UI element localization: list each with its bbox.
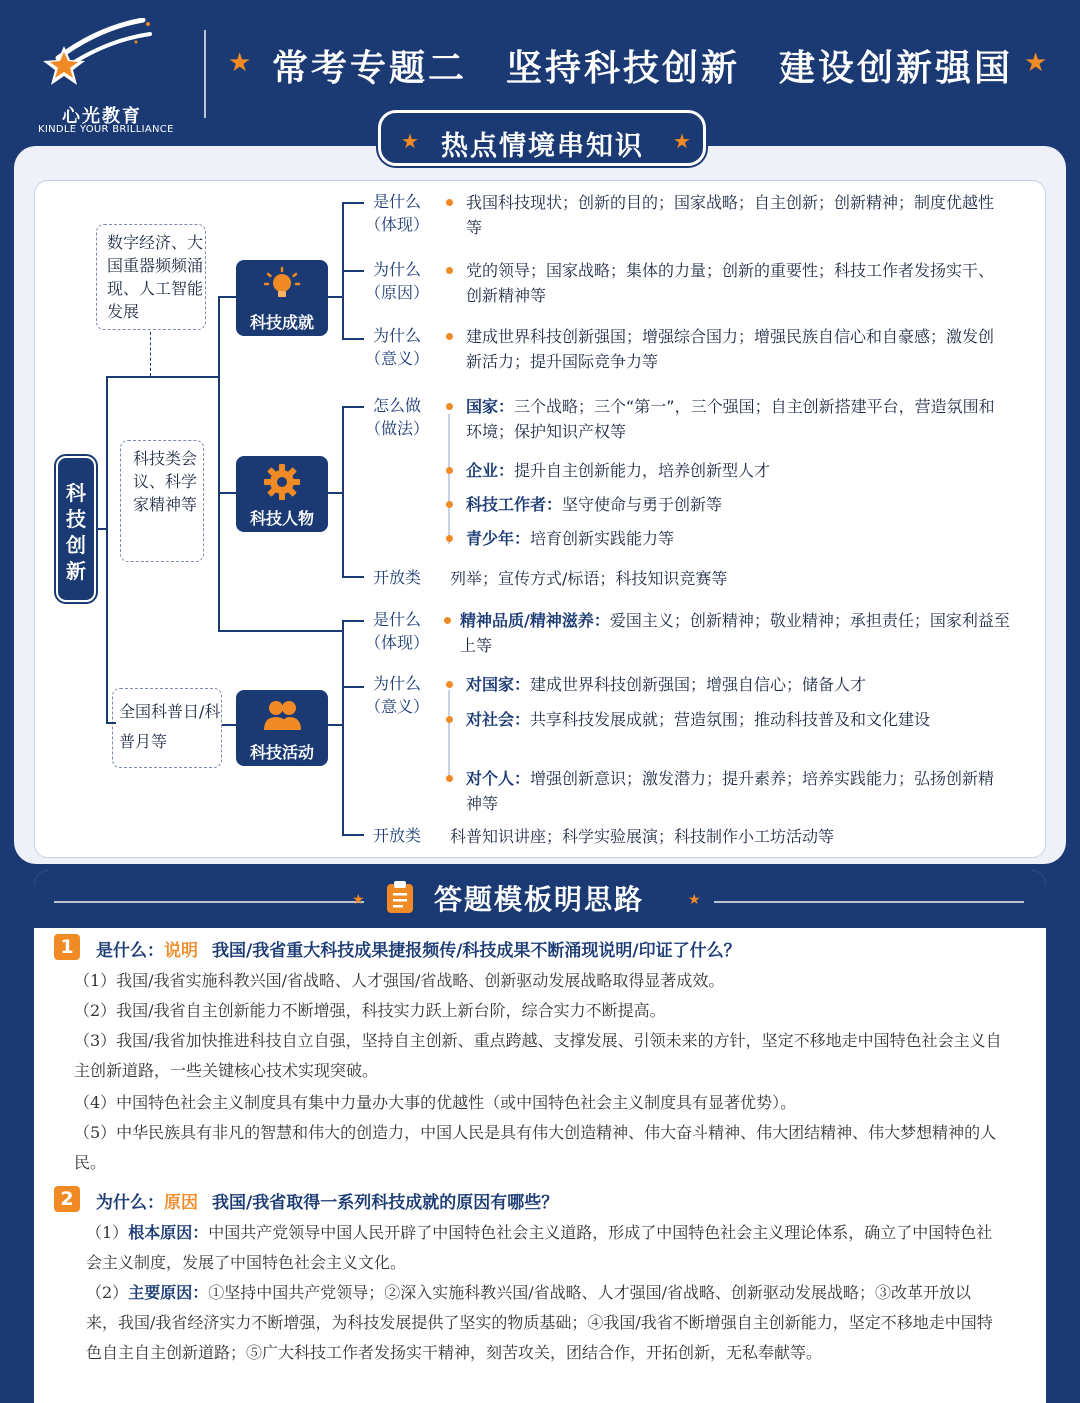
branch-content (466, 526, 1006, 551)
item-label: 企业： (466, 461, 515, 480)
branch-label-why (362, 258, 432, 304)
question-type: 是什么： (96, 941, 164, 961)
connector (326, 724, 342, 726)
connector (218, 492, 236, 494)
category-label: 科技成就 (249, 313, 314, 332)
branch-q-sub: （体现） (364, 215, 429, 234)
item-label: 对个人： (466, 769, 531, 788)
star-icon: ★ (1024, 48, 1048, 78)
answer-item: （4）中国特色社会主义制度具有集中力量办大事的优越性（或中国特色社会主义制度具有显著优势）。 (74, 1093, 797, 1112)
branch-content (466, 766, 1006, 816)
connector (218, 296, 236, 298)
branch-q-sub: （原因） (364, 283, 429, 302)
answer-item: （5）中华民族具有非凡的智慧和伟大的创造力，中国人民是具有伟大创造精神、伟大奋斗精神、伟大团结精神、伟大梦想精神的人民。 (74, 1123, 997, 1172)
root-label: 科技创新 (66, 481, 86, 583)
bullet-icon (446, 501, 453, 508)
connector (342, 406, 344, 578)
item-label: 对社会： (466, 710, 531, 729)
bullet-icon (446, 716, 453, 723)
category-people (236, 456, 328, 532)
question-tag: 原因 (164, 1193, 198, 1213)
branch-q-sub: （做法） (364, 419, 429, 438)
item-text: 坚守使命与勇于创新等 (562, 495, 723, 514)
branch-label-open: 开放类 (372, 826, 421, 845)
branch-content (466, 672, 1006, 697)
branch-label-what (362, 190, 432, 236)
answer-label: 根本原因： (128, 1223, 209, 1242)
answer-template-header (34, 870, 1046, 928)
branch-content (460, 608, 1016, 658)
connector (342, 406, 364, 408)
context-box-people: 科技类会议、科学家精神等 (120, 440, 204, 562)
item-label: 精神品质/精神滋养： (460, 611, 610, 630)
question-tag: 说明 (164, 941, 198, 961)
branch-q: 为什么 (372, 326, 421, 345)
connector (448, 414, 450, 544)
answer-text: 中国共产党领导中国人民开辟了中国特色社会主义道路，形成了中国特色社会主义理论体系，确立了中国特色社会主义制度，发展了中国特色社会主义文化。 (86, 1223, 993, 1272)
branch-q-sub: （意义） (364, 697, 429, 716)
bullet-icon (446, 535, 453, 542)
star-icon: ★ (228, 48, 252, 78)
connector (222, 724, 236, 726)
question-heading (96, 1188, 558, 1213)
root-node (56, 456, 96, 602)
brand-slogan: KINDLE YOUR BRILLIANCE (38, 124, 174, 135)
section-title: 热点情境串知识 (441, 131, 644, 162)
connector (218, 296, 220, 632)
item-text: 建成世界科技创新强国；增强自信心；储备人才 (530, 675, 867, 694)
connector (342, 620, 344, 836)
item-label: 科技工作者： (466, 495, 563, 514)
connector (342, 834, 364, 836)
star-icon: ★ (352, 892, 365, 908)
context-box-achievement: 数字经济、大国重器频频涌现、人工智能发展 (96, 224, 206, 330)
answer-item: （1）我国/我省实施科教兴国/省战略、人才强国/省战略、创新驱动发展战略取得显著成效。 (74, 971, 725, 990)
star-icon: ★ (688, 892, 701, 908)
connector (342, 620, 364, 622)
connector (326, 296, 342, 298)
branch-label-open: 开放类 (372, 568, 421, 587)
branch-content (466, 492, 1006, 517)
bullet-icon (446, 199, 453, 206)
bullet-icon (446, 403, 453, 410)
branch-content: 建成世界科技创新强国；增强综合国力；增强民族自信心和自豪感；激发创新活力；提升国际竞争力等 (466, 327, 995, 371)
connector (326, 492, 342, 494)
category-achievement (236, 260, 328, 336)
answer-item: （2）我国/我省自主创新能力不断增强，科技实力跃上新台阶，综合实力不断提高。 (74, 1001, 666, 1020)
connector (342, 270, 364, 272)
branch-content: 科普知识讲座；科学实验展演；科技制作小工坊活动等 (450, 827, 835, 846)
branch-content (466, 707, 1006, 732)
answer-item: （1）根本原因：中国共产党领导中国人民开辟了中国特色社会主义道路，形成了中国特色社会主义理论体系，确立了中国特色社会主义制度，发展了中国特色社会主义文化。 (86, 1223, 993, 1272)
star-icon: ★ (401, 129, 419, 153)
item-text: 提升自主创新能力，培养创新型人才 (514, 461, 771, 480)
branch-content: 我国科技现状；创新的目的；国家战略；自主创新；创新精神；制度优越性等 (466, 193, 995, 237)
brand-logo (30, 18, 180, 138)
branch-q-sub: （意义） (364, 349, 429, 368)
context-box-activity: 全国科普日/科普月等 (112, 688, 222, 768)
connector (218, 630, 342, 632)
branch-content: 党的领导；国家战略；集体的力量；创新的重要性；科技工作者发扬实干、创新精神等 (466, 261, 995, 305)
star-icon: ★ (673, 129, 691, 153)
branch-q-sub: （体现） (364, 633, 429, 652)
branch-label-what (362, 608, 432, 654)
connector (342, 202, 364, 204)
question-heading (96, 936, 741, 961)
answer-label: 主要原因： (128, 1283, 209, 1302)
bullet-icon (444, 617, 451, 624)
answer-text: ①坚持中国共产党领导；②深入实施科教兴国/省战略、人才强国/省战略、创新驱动发展战略；③改革开放以来，我国/我省经济实力不断增强，为科技发展提供了坚实的物质基础；④我国/我省不断增强自主创新能力，坚定不移地走中国特色自主自主创新道路；⑤广大科技工作者发扬实干精神，刻苦攻关，团结合作，开拓创新，无私奉献等。 (86, 1283, 993, 1362)
item-text: 共享科技发展成就；营造氛围；推动科技普及和文化建设 (530, 710, 931, 729)
branch-label-how (362, 394, 432, 440)
question-type: 为什么： (96, 1193, 164, 1213)
item-text: 三个战略；三个“第一”，三个强国；自主创新搭建平台，营造氛围和环境；保护知识产权等 (466, 397, 995, 441)
bullet-icon (446, 681, 453, 688)
shooting-star-icon (38, 18, 158, 98)
item-label: 国家： (466, 397, 515, 416)
connector (342, 686, 364, 688)
answer-item: （3）我国/我省加快推进科技自立自强，坚持自主创新、重点跨越、支撑发展、引领未来的方针，坚定不移地走中国特色社会主义自主创新道路，一些关键核心技术实现突破。 (74, 1031, 1002, 1080)
item-text: 培育创新实践能力等 (530, 529, 675, 548)
header-rule (54, 901, 364, 903)
gear-icon (262, 462, 302, 502)
branch-label-why-meaning (362, 324, 432, 370)
branch-q: 是什么 (372, 192, 421, 211)
bullet-icon (446, 775, 453, 782)
clipboard-icon (386, 880, 414, 914)
branch-label-why (362, 672, 432, 718)
lightbulb-icon (262, 266, 302, 306)
answer-item: （2）主要原因：①坚持中国共产党领导；②深入实施科教兴国/省战略、人才强国/省战略、创新驱动发展战略；③改革开放以来，我国/我省经济实力不断增强，为科技发展提供了坚实的物质基础；④我国/我省不断增强自主创新能力，坚定不移地走中国特色自主自主创新道路；⑤广大科技工作者发扬实干精神，刻苦攻关，团结合作，开拓创新，无私奉献等。 (86, 1283, 993, 1362)
header-divider (204, 30, 206, 118)
connector (448, 690, 450, 780)
item-text: 爱国主义；创新精神；敬业精神；承担责任；国家利益至上等 (460, 611, 1010, 655)
header-rule (714, 901, 1024, 903)
question-number: 1 (54, 934, 80, 960)
question-text: 我国/我省取得一系列科技成就的原因有哪些？ (212, 1193, 559, 1213)
dashed-connector (150, 332, 151, 376)
item-text: 增强创新意识；激发潜力；提升素养；培养实践能力；弘扬创新精神等 (466, 769, 995, 813)
branch-q: 怎么做 (372, 396, 421, 415)
branch-q: 为什么 (372, 260, 421, 279)
answer-template-title: 答题模板明思路 (434, 883, 645, 916)
page-title: 常考专题二 坚持科技创新 建设创新强国 (272, 48, 1014, 89)
connector (106, 376, 220, 378)
branch-q: 是什么 (372, 610, 421, 629)
bullet-icon (446, 333, 453, 340)
branch-q: 为什么 (372, 674, 421, 693)
people-icon (262, 696, 302, 736)
branch-content (466, 458, 1006, 483)
question-text: 我国/我省重大科技成果捷报频传/科技成果不断涌现说明/印证了什么？ (212, 941, 741, 961)
connector (106, 376, 108, 724)
item-label: 对国家： (466, 675, 531, 694)
category-label: 科技人物 (249, 509, 314, 528)
bullet-icon (446, 267, 453, 274)
connector (106, 722, 116, 724)
connector (342, 338, 364, 340)
category-label: 科技活动 (249, 743, 314, 762)
connector (342, 576, 364, 578)
question-number: 2 (54, 1186, 80, 1212)
branch-content: 列举；宣传方式/标语；科技知识竞赛等 (450, 569, 728, 588)
branch-content (466, 394, 1006, 444)
brand-name: 心光教育 (62, 106, 142, 127)
section-title-pill (378, 110, 706, 166)
item-label: 青少年： (466, 529, 531, 548)
answer-template-card (34, 870, 1046, 1403)
bullet-icon (446, 467, 453, 474)
category-activity (236, 690, 328, 766)
